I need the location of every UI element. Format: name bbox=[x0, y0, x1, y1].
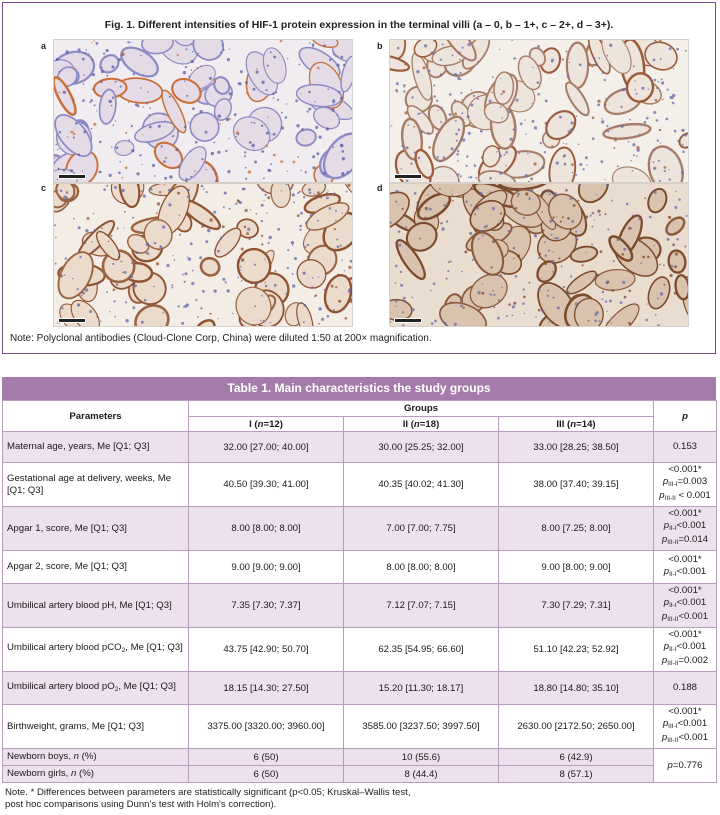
header-group-iii: III (n=14) bbox=[499, 417, 654, 432]
micrograph-a bbox=[53, 39, 353, 183]
row-label: Apgar 1, score, Me [Q1; Q3] bbox=[3, 507, 189, 551]
header-group-i: I (n=12) bbox=[189, 417, 344, 432]
cell-group-i: 8.00 [8.00; 8.00] bbox=[189, 507, 344, 551]
cell-group-i: 7.35 [7.30; 7.37] bbox=[189, 584, 344, 628]
micrograph-b bbox=[389, 39, 689, 183]
table-row bbox=[3, 672, 717, 705]
cell-group-iii: 38.00 [37.40; 39.15] bbox=[499, 463, 654, 507]
table-title: Table 1. Main characteristics the study groups bbox=[2, 377, 716, 400]
cell-group-iii: 8.00 [7.25; 8.00] bbox=[499, 507, 654, 551]
cell-p: <0.001* $p_{II-I}<0.001$ $p_{III-II}<0.001$ bbox=[654, 584, 717, 628]
figure-title: Fig. 1. Different intensities of HIF-1 protein expression in the terminal villi (a – 0, b – 1+, c – 2+, d – 3+). bbox=[104, 19, 614, 31]
panel-label-b: b bbox=[377, 41, 383, 51]
header-group-ii: II (n=18) bbox=[344, 417, 499, 432]
row-label: Umbilical artery blood pCO$_2$, Me [Q1; Q3] bbox=[3, 628, 189, 672]
cell-p: p=0.776 bbox=[654, 749, 717, 783]
row-label: Apgar 2, score, Me [Q1; Q3] bbox=[3, 551, 189, 584]
cell-p: <0.001* $p_{III-I}=0.003$ $p_{III-II} < 0.001$ bbox=[654, 463, 717, 507]
panel-label-c: c bbox=[41, 183, 47, 193]
cell-p: <0.001* $p_{II-I}<0.001$ bbox=[654, 551, 717, 584]
micrograph-d bbox=[389, 183, 689, 327]
cell-group-ii: 10 (55.6) bbox=[344, 749, 499, 766]
cell-group-i: 40.50 [39.30; 41.00] bbox=[189, 463, 344, 507]
cell-group-i: 3375.00 [3320.00; 3960.00] bbox=[189, 705, 344, 749]
cell-p: <0.001* $p_{II-I}<0.001$ $p_{III-II}=0.002$ bbox=[654, 628, 717, 672]
cell-group-iii: 6 (42.9) bbox=[499, 749, 654, 766]
row-label: Maternal age, years, Me [Q1; Q3] bbox=[3, 432, 189, 463]
header-p: p bbox=[654, 401, 717, 432]
cell-group-i: 6 (50) bbox=[189, 749, 344, 766]
cell-group-iii: 2630.00 [2172.50; 2650.00] bbox=[499, 705, 654, 749]
cell-group-ii: 7.00 [7.00; 7.75] bbox=[344, 507, 499, 551]
cell-group-i: 32.00 [27.00; 40.00] bbox=[189, 432, 344, 463]
cell-group-ii: 8 (44.4) bbox=[344, 766, 499, 783]
panel-label-d: d bbox=[377, 183, 383, 193]
table-row bbox=[3, 463, 717, 507]
header-groups: Groups bbox=[189, 401, 654, 417]
cell-group-ii: 3585.00 [3237.50; 3997.50] bbox=[344, 705, 499, 749]
cell-group-ii: 30.00 [25.25; 32.00] bbox=[344, 432, 499, 463]
table-row bbox=[3, 749, 717, 766]
table-row bbox=[3, 584, 717, 628]
figure-note: Note: Polyclonal antibodies (Cloud-Clone Corp, China) were diluted 1:50 at 200× magnification. bbox=[10, 333, 432, 344]
cell-p: <0.001* $p_{III-I}<0.001$ $p_{III-II}<0.001$ bbox=[654, 705, 717, 749]
cell-group-iii: 9.00 [8.00; 9.00] bbox=[499, 551, 654, 584]
row-label: Birthweight, grams, Me [Q1; Q3] bbox=[3, 705, 189, 749]
table-row bbox=[3, 432, 717, 463]
row-label: Gestational age at delivery, weeks, Me [Q1; Q3] bbox=[3, 463, 189, 507]
cell-group-iii: 8 (57.1) bbox=[499, 766, 654, 783]
cell-group-ii: 40.35 [40.02; 41.30] bbox=[344, 463, 499, 507]
cell-group-ii: 7.12 [7.07; 7.15] bbox=[344, 584, 499, 628]
cell-group-iii: 33.00 [28.25; 38.50] bbox=[499, 432, 654, 463]
cell-group-ii: 62.35 [54.95; 66.60] bbox=[344, 628, 499, 672]
table-row bbox=[3, 766, 717, 783]
table-row bbox=[3, 705, 717, 749]
row-label: Umbilical artery blood pH, Me [Q1; Q3] bbox=[3, 584, 189, 628]
micrograph-c bbox=[53, 183, 353, 327]
cell-group-i: 9.00 [9.00; 9.00] bbox=[189, 551, 344, 584]
cell-group-ii: 8.00 [8.00; 8.00] bbox=[344, 551, 499, 584]
cell-group-iii: 7.30 [7.29; 7.31] bbox=[499, 584, 654, 628]
cell-group-i: 43.75 [42.90; 50.70] bbox=[189, 628, 344, 672]
figure-box bbox=[2, 2, 716, 354]
cell-group-iii: 18.80 [14.80; 35.10] bbox=[499, 672, 654, 705]
table-row bbox=[3, 628, 717, 672]
cell-group-ii: 15.20 [11.30; 18.17] bbox=[344, 672, 499, 705]
panel-label-a: a bbox=[41, 41, 47, 51]
cell-p: 0.188 bbox=[654, 672, 717, 705]
cell-group-iii: 51.10 [42.23; 52.92] bbox=[499, 628, 654, 672]
cell-p: 0.153 bbox=[654, 432, 717, 463]
row-label: Newborn boys, n (%) bbox=[3, 749, 189, 766]
row-label: Newborn girls, n (%) bbox=[3, 766, 189, 783]
cell-group-i: 18.15 [14.30; 27.50] bbox=[189, 672, 344, 705]
table-row bbox=[3, 507, 717, 551]
table-row bbox=[3, 551, 717, 584]
table-note: Note. * Differences between parameters are statistically significant (p<0.05; Kruskal–Wallis test, post hoc comparisons using Dunn's test with Holm's correction). bbox=[5, 787, 411, 810]
header-parameters: Parameters bbox=[3, 401, 189, 432]
row-label: Umbilical artery blood $pO_2$, Me [Q1; Q3] bbox=[3, 672, 189, 705]
characteristics-table bbox=[2, 400, 717, 783]
cell-p: <0.001* $p_{II-I}<0.001$ $p_{III-II}=0.014$ bbox=[654, 507, 717, 551]
cell-group-i: 6 (50) bbox=[189, 766, 344, 783]
